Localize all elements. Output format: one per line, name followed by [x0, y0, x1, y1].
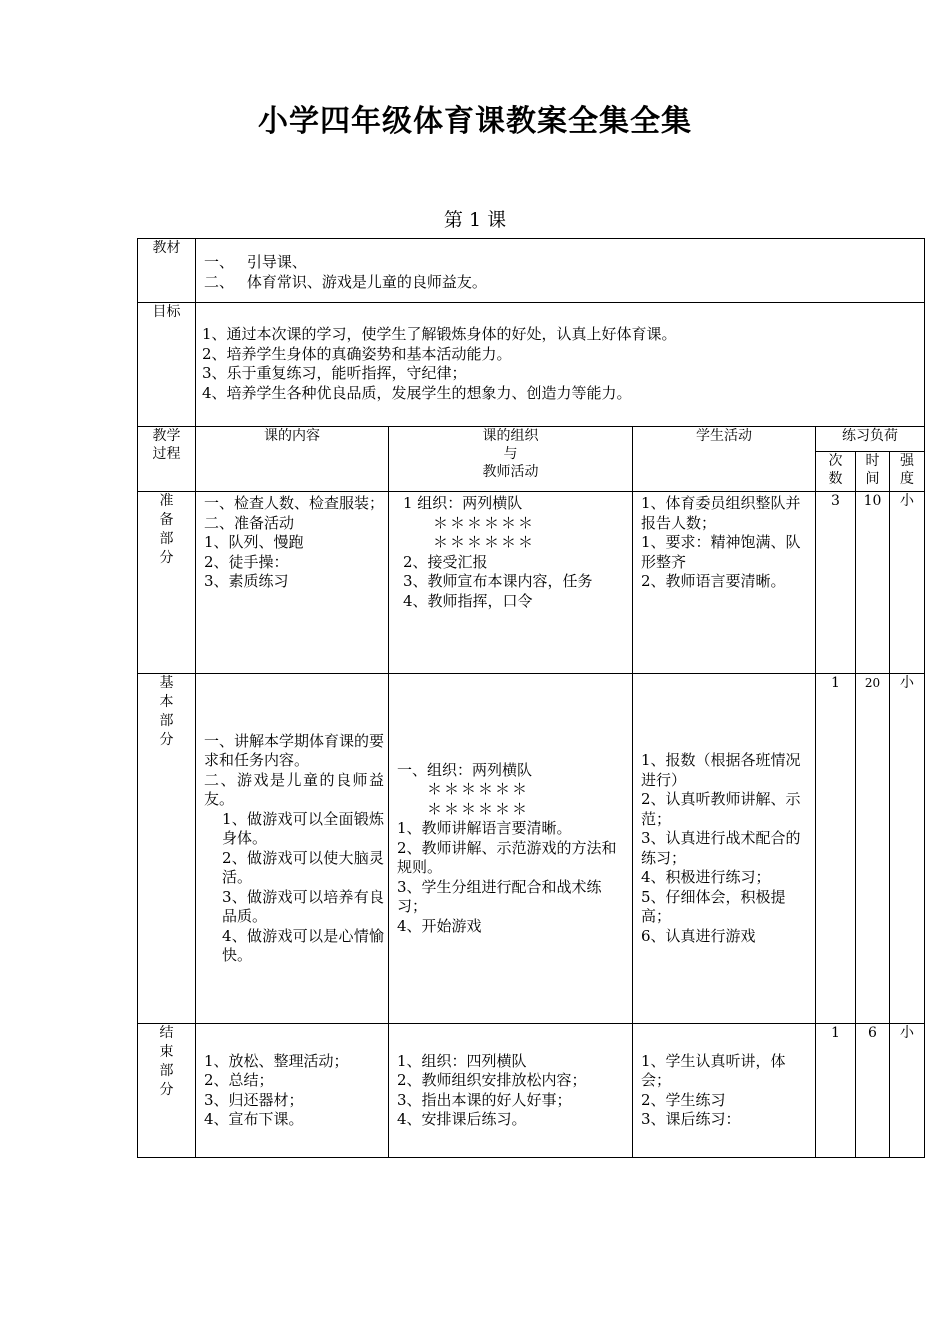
header-time: 时 间: [856, 452, 890, 492]
section-time: 6: [856, 1024, 890, 1158]
materials-line-1: 一、 引导课、: [204, 253, 307, 271]
goals-cell: [196, 303, 925, 427]
section-closing: [138, 1024, 925, 1158]
goal-line-4: 4、培养学生各种优良品质，发展学生的想象力、创造力等能力。: [202, 383, 632, 402]
section-main: [138, 674, 925, 1024]
section-intensity: 小: [890, 674, 925, 1024]
materials-line-2: 二、 体育常识、游戏是儿童的良师益友。: [204, 272, 487, 291]
section-content: 一、检查人数、检查服装； 二、准备活动 1、队列、慢跑 2、徒手操： 3、素质练习: [196, 492, 389, 674]
header-intensity: 强 度: [890, 452, 925, 492]
materials-cell: [196, 239, 925, 303]
section-student: 1、体育委员组织整队并报告人数； 1、要求：精神饱满、队形整齐 2、教师语言要清晰。: [633, 492, 816, 674]
section-intensity: 小: [890, 1024, 925, 1158]
section-teacher: 1、组织：四列横队 2、教师组织安排放松内容； 3、指出本课的好人好事； 4、安排课后练习。: [389, 1024, 633, 1158]
section-time: 20: [856, 674, 890, 1024]
goals-label: 目标: [138, 303, 196, 427]
section-content: 1、放松、整理活动； 2、总结； 3、归还器材； 4、宣布下课。: [196, 1024, 389, 1158]
section-teacher: 一、组织：两列横队 ＊＊＊＊＊＊ ＊＊＊＊＊＊ 1、教师讲解语言要清晰。 2、教师讲解、示范游戏的方法和规则。 3、学生分组进行配合和战术练习； 4、开始游戏: [389, 674, 633, 1024]
section-time: 10: [856, 492, 890, 674]
header-process: 教学 过程: [138, 427, 196, 492]
section-count: 3: [816, 492, 856, 674]
section-label: 结 束 部 分: [138, 1024, 196, 1158]
header-organization: 课的组织 与 教师活动: [389, 427, 633, 492]
header-count: 次 数: [816, 452, 856, 492]
header-row-1: [138, 427, 925, 452]
goal-line-3: 3、乐于重复练习，能听指挥，守纪律；: [202, 364, 467, 382]
section-label: 基 本 部 分: [138, 674, 196, 1024]
section-teacher: 1 组织：两列横队 ＊＊＊＊＊＊ ＊＊＊＊＊＊ 2、接受汇报 3、教师宣布本课内容，任务 4、教师指挥，口令: [389, 492, 633, 674]
section-count: 1: [816, 1024, 856, 1158]
header-student-activity: 学生活动: [633, 427, 816, 492]
lesson-title: 第 1 课: [443, 209, 507, 231]
header-content: 课的内容: [196, 427, 389, 492]
header-load: 练习负荷: [816, 427, 925, 452]
goal-line-1: 1、通过本次课的学习，使学生了解锻炼身体的好处，认真上好体育课。: [202, 325, 677, 343]
section-count: 1: [816, 674, 856, 1024]
document-title: 小学四年级体育课教案全集全集: [258, 104, 692, 139]
materials-row: [138, 239, 925, 303]
lesson-plan-table: [137, 238, 925, 1158]
goals-row: [138, 303, 925, 427]
section-student: 1、学生认真听讲，体会； 2、学生练习 3、课后练习：: [633, 1024, 816, 1158]
section-preparation: [138, 492, 925, 674]
section-label: 准 备 部 分: [138, 492, 196, 674]
section-intensity: 小: [890, 492, 925, 674]
materials-label: 教材: [138, 239, 196, 303]
goal-line-2: 2、培养学生身体的真确姿势和基本活动能力。: [202, 344, 512, 363]
section-student: 1、报数（根据各班情况进行） 2、认真听教师讲解、示范； 3、认真进行战术配合的练习； 4、积极进行练习； 5、仔细体会，积极提高； 6、认真进行游戏: [633, 674, 816, 1024]
section-content: 一、讲解本学期体育课的要求和任务内容。 二、游戏是儿童的良师益友。 1、做游戏可以全面锻炼身体。 2、做游戏可以使大脑灵活。 3、做游戏可以培养有良品质。 4、做游戏可以是心情愉快。: [196, 674, 389, 1024]
